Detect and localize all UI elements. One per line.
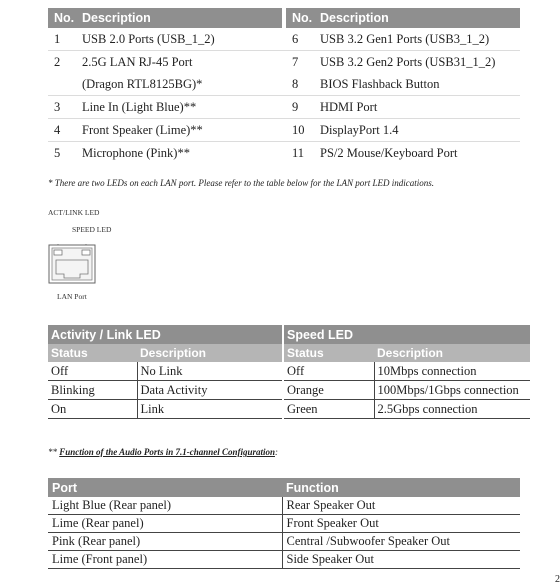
speed-led-table [284, 325, 530, 419]
audio-row-value: Side Speaker Out [282, 551, 520, 569]
port-number: 4 [48, 119, 82, 142]
port-description: USB 3.2 Gen1 Ports (USB3_1_2) [320, 28, 520, 51]
port-number: 7 [292, 54, 299, 69]
header-description: Description [82, 11, 151, 25]
audio-row [48, 497, 520, 515]
audio-row-value: Front Speaker Out [282, 515, 520, 533]
audio-row [48, 533, 520, 551]
activity-link-led-table [48, 325, 282, 419]
io-ports-table [48, 8, 520, 164]
audio-ports-note [48, 447, 278, 457]
speed-row-key: Off [284, 362, 374, 381]
port-description: DisplayPort 1.4 [320, 119, 520, 142]
audio-header-function: Function [286, 480, 339, 495]
port-description: Line In (Light Blue)** [82, 96, 282, 119]
ports-row [48, 73, 520, 96]
speed-row-key: Green [284, 400, 374, 419]
ports-row [48, 51, 520, 74]
activity-row [48, 381, 282, 400]
audio-row-value: Central /Subwoofer Speaker Out [282, 533, 520, 551]
act-link-led-label: ACT/LINK LED [48, 208, 100, 217]
audio-row [48, 515, 520, 533]
ports-row [48, 119, 520, 142]
speed-row-key: Orange [284, 381, 374, 400]
audio-row-key: Lime (Rear panel) [48, 515, 282, 533]
port-description: HDMI Port [320, 96, 520, 119]
activity-row [48, 362, 282, 381]
activity-row [48, 400, 282, 419]
port-description: Microphone (Pink)** [82, 145, 190, 160]
audio-note-suffix: : [274, 447, 278, 457]
audio-ports-table [48, 478, 520, 569]
speed-row [284, 362, 530, 381]
port-number: 1 [48, 28, 82, 51]
audio-row-key: Light Blue (Rear panel) [48, 497, 282, 515]
port-description: PS/2 Mouse/Keyboard Port [320, 145, 458, 160]
activity-table-title: Activity / Link LED [51, 327, 161, 342]
activity-row-key: Blinking [48, 381, 137, 400]
activity-row-value: Data Activity [137, 381, 282, 400]
port-description: Front Speaker (Lime)** [82, 119, 282, 142]
speed-row [284, 400, 530, 419]
audio-row [48, 551, 520, 569]
lan-port-label: LAN Port [57, 292, 87, 301]
activity-row-value: Link [137, 400, 282, 419]
port-description: USB 3.2 Gen2 Ports (USB31_1_2) [320, 54, 496, 69]
audio-row-value: Rear Speaker Out [282, 497, 520, 515]
audio-row-key: Pink (Rear panel) [48, 533, 282, 551]
audio-note-prefix: ** [48, 447, 60, 457]
header-no: No. [54, 11, 75, 25]
speed-header-description: Description [377, 346, 444, 360]
lan-led-note: * There are two LEDs on each LAN port. Please refer to the table below for the LAN port LED indications. [48, 178, 434, 188]
ports-row [48, 96, 520, 119]
audio-header-port: Port [52, 480, 77, 495]
port-number: 11 [292, 145, 305, 160]
port-number: 6 [286, 28, 320, 51]
port-number: 3 [48, 96, 82, 119]
port-description: USB 2.0 Ports (USB_1_2) [82, 28, 282, 51]
activity-header-status: Status [51, 346, 88, 360]
port-description: BIOS Flashback Button [320, 73, 520, 96]
speed-row-value: 100Mbps/1Gbps connection [374, 381, 530, 400]
speed-table-title: Speed LED [287, 327, 353, 342]
ports-header-row [48, 8, 520, 28]
audio-row-key: Lime (Front panel) [48, 551, 282, 569]
port-number: 2 [54, 54, 61, 69]
header-description: Description [320, 11, 389, 25]
activity-row-key: On [48, 400, 137, 419]
page-number: 2 [555, 574, 560, 585]
port-description: 2.5G LAN RJ-45 Port [82, 54, 193, 69]
speed-row-value: 2.5Gbps connection [374, 400, 530, 419]
port-number: 10 [286, 119, 320, 142]
port-description: (Dragon RTL8125BG)* [82, 73, 282, 96]
speed-row [284, 381, 530, 400]
speed-header-status: Status [287, 346, 324, 360]
port-number: 9 [286, 96, 320, 119]
speed-led-label: SPEED LED [72, 225, 112, 234]
activity-row-value: No Link [137, 362, 282, 381]
speed-row-value: 10Mbps connection [374, 362, 530, 381]
audio-note-title: Function of the Audio Ports in 7.1-channel Configuration [59, 447, 275, 457]
ports-row [48, 28, 520, 51]
header-no: No. [292, 11, 313, 25]
port-number: 5 [54, 145, 61, 160]
ports-row [48, 142, 520, 165]
lan-port-icon [48, 244, 96, 284]
port-number [48, 73, 82, 96]
activity-row-key: Off [48, 362, 137, 381]
port-number: 8 [286, 73, 320, 96]
activity-header-description: Description [140, 346, 207, 360]
